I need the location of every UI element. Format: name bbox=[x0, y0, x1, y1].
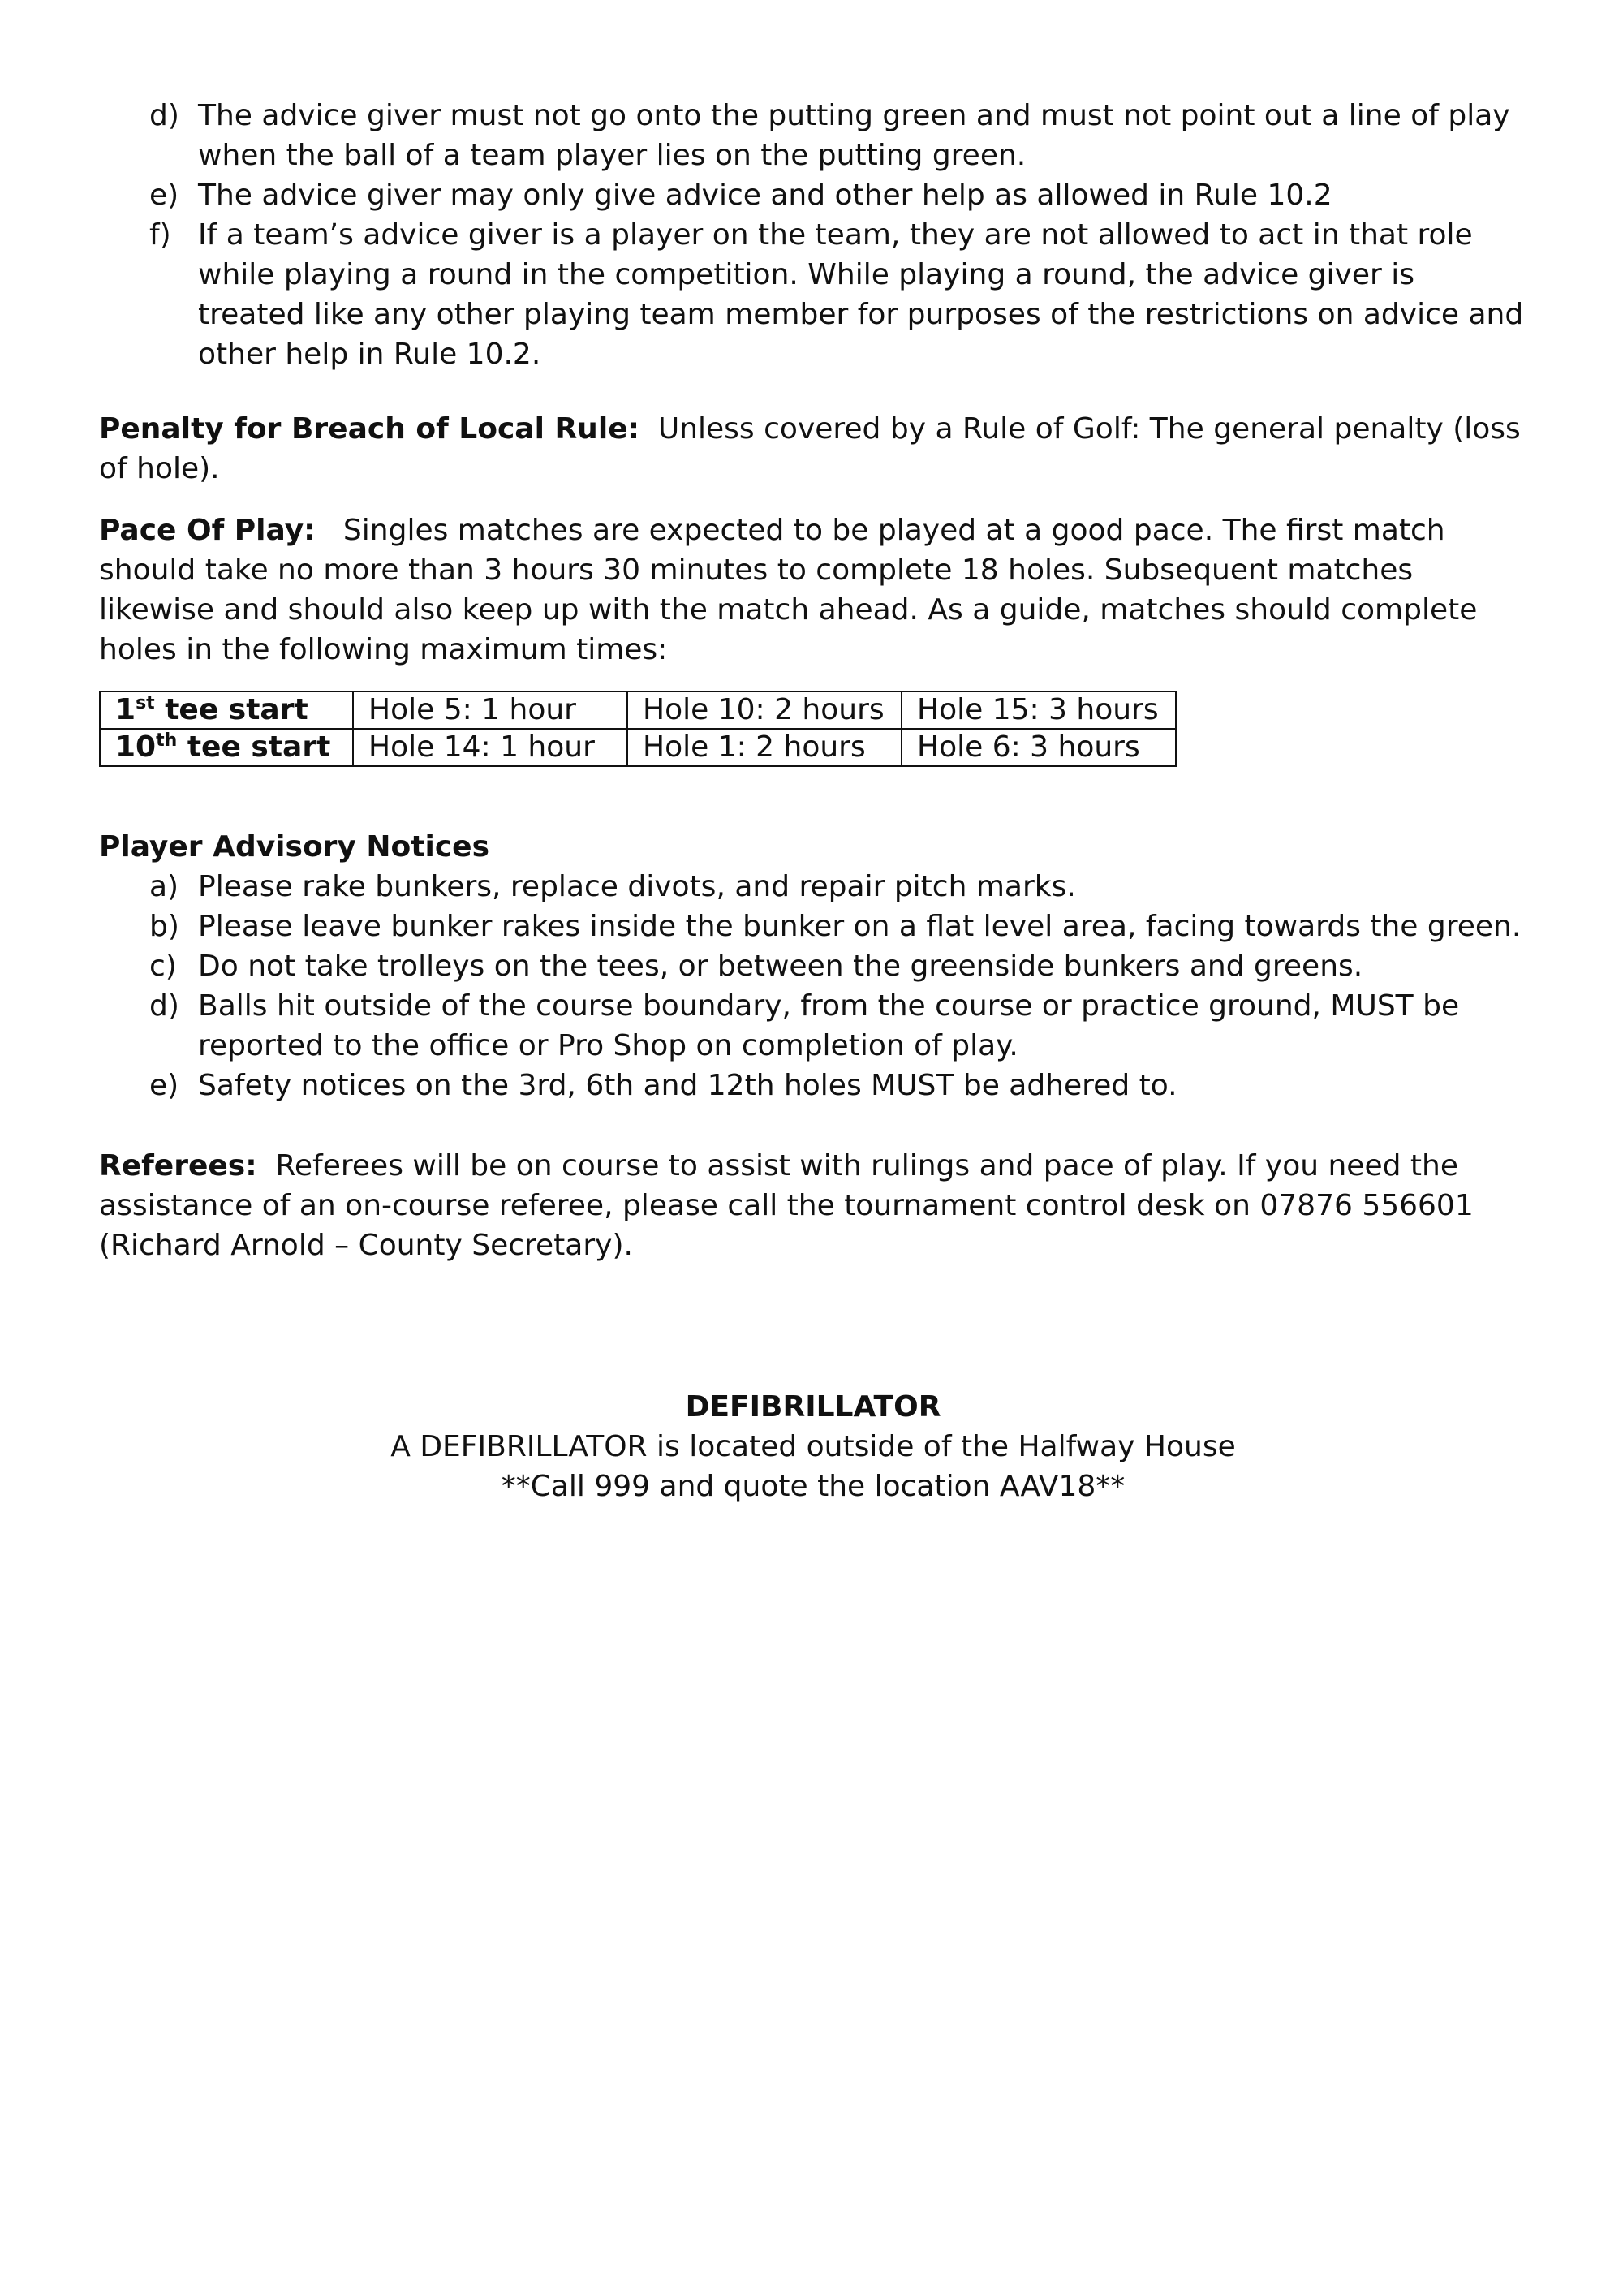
list-letter: a) bbox=[149, 870, 179, 903]
table-cell: Hole 5: 1 hour bbox=[353, 691, 627, 729]
list-text: Please leave bunker rakes inside the bunker on a flat level area, facing towards the green. bbox=[198, 910, 1522, 943]
advisory-title: Player Advisory Notices bbox=[99, 830, 490, 864]
table-cell: Hole 10: 2 hours bbox=[627, 691, 902, 729]
referees-text: Referees will be on course to assist with rulings and pace of play. If you need the assistance of an on-course referee, please call the tournament control desk on 07876 556601 (Richard Arnold – County Secretary). bbox=[99, 1149, 1474, 1262]
pace-text: Singles matches are expected to be played at a good pace. The first match should take no more than 3 hours 30 minutes to complete 18 holes. Subsequent matches likewise and should also keep up with the match ahead. As a guide, matches should complete holes in the following maximum times: bbox=[99, 514, 1478, 666]
list-letter: b) bbox=[149, 910, 179, 943]
defibrillator-notice bbox=[99, 1387, 1527, 1506]
pace-label: Pace Of Play: bbox=[99, 514, 316, 547]
list-text: Do not take trolleys on the tees, or between the greenside bunkers and greens. bbox=[198, 950, 1363, 983]
list-letter: d) bbox=[149, 99, 179, 132]
advisory-list bbox=[99, 867, 1527, 1105]
list-letter: e) bbox=[149, 1069, 179, 1102]
list-letter: e) bbox=[149, 179, 179, 212]
table-row bbox=[100, 729, 1176, 766]
referees-paragraph bbox=[99, 1146, 1527, 1265]
list-letter: d) bbox=[149, 989, 179, 1023]
list-letter: c) bbox=[149, 950, 177, 983]
document-page bbox=[99, 96, 1527, 1506]
defibrillator-title: DEFIBRILLATOR bbox=[685, 1390, 941, 1424]
defibrillator-location: A DEFIBRILLATOR is located outside of the Halfway House bbox=[390, 1430, 1236, 1463]
table-cell: Hole 15: 3 hours bbox=[902, 691, 1176, 729]
list-item bbox=[99, 96, 1527, 175]
list-item bbox=[99, 175, 1527, 215]
penalty-label: Penalty for Breach of Local Rule: bbox=[99, 412, 639, 446]
list-item bbox=[99, 946, 1527, 986]
list-text: Balls hit outside of the course boundary, from the course or practice ground, MUST be reported to the office or Pro Shop on completion of play. bbox=[198, 989, 1460, 1062]
list-text: The advice giver must not go onto the putting green and must not point out a line of play when the ball of a team player lies on the putting green. bbox=[198, 99, 1510, 172]
table-cell: Hole 6: 3 hours bbox=[902, 729, 1176, 766]
referees-label: Referees: bbox=[99, 1149, 257, 1182]
list-text: Safety notices on the 3rd, 6th and 12th holes MUST be adhered to. bbox=[198, 1069, 1177, 1102]
table-row bbox=[100, 691, 1176, 729]
list-letter: f) bbox=[149, 218, 171, 252]
table-cell-start: 1st tee start bbox=[100, 691, 353, 729]
list-text: Please rake bunkers, replace divots, and repair pitch marks. bbox=[198, 870, 1076, 903]
list-item bbox=[99, 1066, 1527, 1105]
list-text: The advice giver may only give advice and other help as allowed in Rule 10.2 bbox=[198, 179, 1332, 212]
table-cell: Hole 14: 1 hour bbox=[353, 729, 627, 766]
table-cell: Hole 1: 2 hours bbox=[627, 729, 902, 766]
advice-list bbox=[99, 96, 1527, 374]
pace-paragraph bbox=[99, 510, 1527, 670]
list-item bbox=[99, 986, 1527, 1066]
penalty-text: Unless covered by a Rule of Golf: The general penalty (loss of hole). bbox=[99, 412, 1521, 485]
list-item bbox=[99, 215, 1527, 374]
advisory-section bbox=[99, 827, 1527, 1105]
list-item bbox=[99, 867, 1527, 907]
table-cell-start: 10th tee start bbox=[100, 729, 353, 766]
list-text: If a team’s advice giver is a player on the team, they are not allowed to act in that role while playing a round in the competition. While playing a round, the advice giver is treated like any other playing team member for purposes of the restrictions on advice and other help in Rule 10.2. bbox=[198, 218, 1524, 371]
pace-times-table bbox=[99, 691, 1177, 767]
penalty-paragraph bbox=[99, 409, 1527, 489]
defibrillator-call-info: **Call 999 and quote the location AAV18** bbox=[501, 1470, 1126, 1503]
list-item bbox=[99, 907, 1527, 946]
